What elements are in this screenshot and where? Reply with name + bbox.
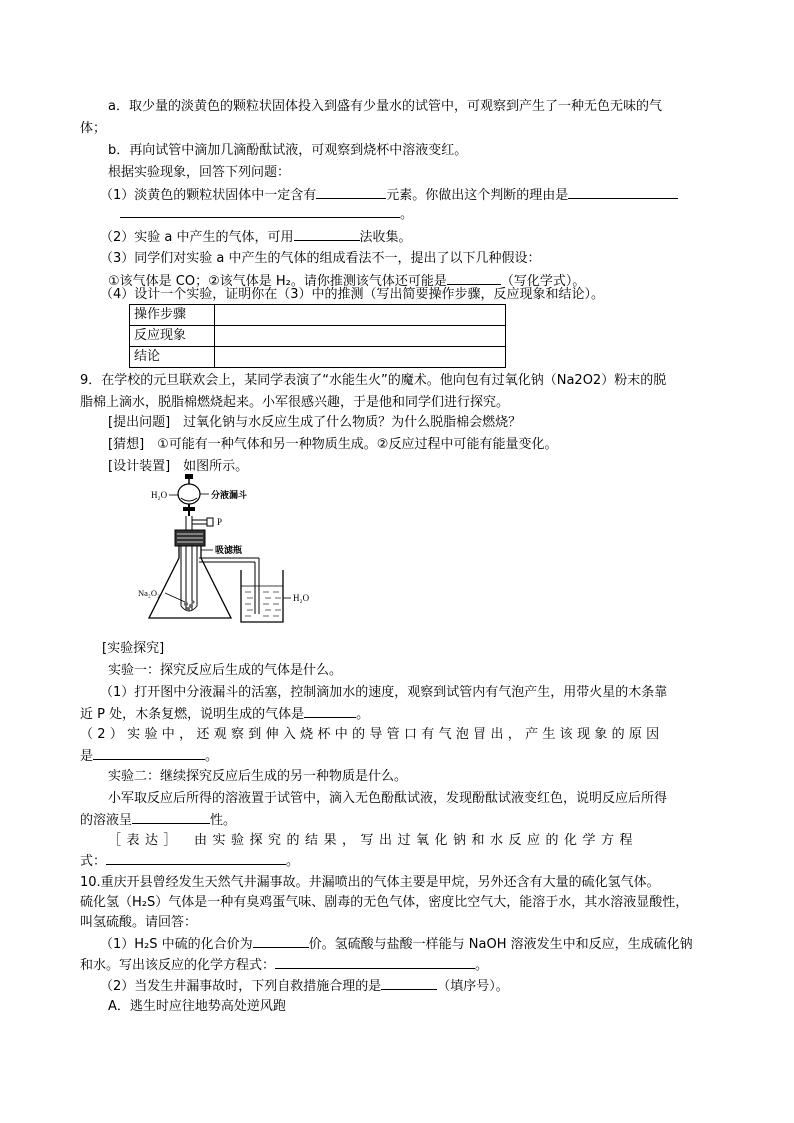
p10-q1c-text-b: 。 [475,958,489,973]
p9-e1-text-b: 。 [356,707,370,722]
p9-e2-text: （2）实验中，还观察到伸入烧杯中的导管口有气泡冒出，产生该现象的原因 [80,727,664,742]
p9-equation-text-a: 式： [80,854,107,869]
label-h2o-top: H₂O [151,490,168,500]
answer-blank[interactable] [253,935,309,948]
label-filter-flask: 吸滤瓶 [215,546,243,556]
p9-design: [设计装置] 如图所示。 [108,459,249,474]
p8-q1-text-b: 元素。你做出这个判断的理由是 [386,188,569,203]
p10-line2: 硫化氢（H₂S）气体是一种有臭鸡蛋气味、剧毒的无色气体，密度比空气大，能溶于水，其水溶液显酸性， [80,895,689,910]
p10-q2-text-a: （2）当发生井漏事故时，下列自救措施合理的是 [100,979,382,994]
p9-e1-text-a: 近 P 处，木条复燃，说明生成的气体是 [80,707,305,722]
answer-blank[interactable] [381,977,437,990]
p8-q3: （3）同学们对实验 a 中产生的气体的组成看法不一，提出了以下几种假设： [100,251,541,266]
label-separatory-funnel: 分液漏斗 [211,491,248,501]
table-label: 操作步骤 [130,305,215,326]
label-h2o-beaker: H₂O [293,593,310,603]
p9-x2-text-a: 的溶液呈 [80,813,133,828]
p9-equation-line [80,852,299,871]
p9-x2-text-b: 性。 [210,813,237,828]
p9-exp1-q2-line1 [80,726,712,744]
p8-q1-text-a: （1）淡黄色的颗粒状固体中一定含有 [100,188,317,203]
table-row [130,305,506,326]
p8-a-line2: 体； [80,121,107,136]
p8-q2-text-b: 法收集。 [359,230,412,245]
answer-blank[interactable] [132,811,210,824]
table-label: 反应现象 [130,326,215,347]
answer-blank[interactable] [120,205,400,218]
p8-q2-text-a: （2）实验 a 中产生的气体，可用 [100,230,294,245]
p10-q1 [100,935,693,954]
apparatus-figure [135,474,335,626]
p9-express [108,832,638,850]
answer-blank[interactable] [294,228,360,241]
p8-b-line: b．再向试管中滴加几滴酚酞试液，可观察到烧杯中溶液变红。 [108,143,468,158]
p10-q2 [100,977,509,996]
p9-line1: 9．在学校的元旦联欢会上，某同学表演了“水能生火”的魔术。他向包有过氧化钠（Na2O2）粉末的脱 [80,373,667,388]
p10-line3: 叫氢硫酸。请回答： [80,915,198,930]
p9-question: [提出问题] 过氧化钠与水反应生成了什么物质？为什么脱脂棉会燃烧？ [108,415,522,430]
p8-q1-cont [120,205,413,224]
p9-e2b-text-a: 是 [80,749,94,764]
p9-e2b-text-b: 。 [205,749,219,764]
p8-q3-text-a: ①该气体是 CO；②该气体是 H₂。请你推测该气体还可能是 [108,274,447,289]
p10-line1: 10.重庆开县曾经发生天然气井漏事故。井漏喷出的气体主要是甲烷，另外还含有大量的硫化氢气体。 [80,875,660,890]
p10-q2-text-b: （填序号）。 [437,979,509,994]
answer-blank[interactable] [447,272,501,285]
table-answer-cell[interactable] [215,326,506,347]
experiment-table [129,304,506,368]
table-answer-cell[interactable] [215,305,506,326]
table-row [130,347,506,368]
answer-blank[interactable] [275,956,475,969]
label-p: P [217,517,223,527]
table-answer-cell[interactable] [215,347,506,368]
p9-exp1-q1-line2 [80,705,369,724]
p9-hypothesis: [猜想] ①可能有一种气体和另一种物质生成。②反应过程中可能有能量变化。 [108,437,558,452]
p9-express-text: ［表达］ 由实验探究的结果，写出过氧化钠和水反应的化学方程 [108,833,639,848]
p8-q4: （4）设计一个实验，证明你在（3）中的推测（写出简要操作步骤，反应现象和结论）。 [100,287,605,302]
p10-q1-text-a: （1）H₂S 中硫的化合价为 [100,937,253,952]
p9-exp1-q1-line1: （1）打开图中分液漏斗的活塞，控制滴加水的速度，观察到试管内有气泡产生，用带火星的木条靠 [100,685,668,700]
p9-line2: 脂棉上滴水，脱脂棉燃烧起来。小军很感兴趣，于是他和同学们进行探究。 [80,395,510,410]
table-row [130,326,506,347]
p8-intro: 根据实验现象，回答下列问题： [108,165,291,180]
p8-q3-text-b: （写化学式）。 [500,274,586,289]
p10-q1c-text-a: 和水。写出该反应的化学方程式： [80,958,276,973]
p10-q1-cont [80,956,488,975]
p8-q1-text-c: 。 [400,207,414,222]
p9-explore: [实验探究] [102,641,165,656]
p8-q1 [100,186,678,205]
p9-exp2-line1: 小军取反应后所得的溶液置于试管中，滴入无色酚酞试液，发现酚酞试液变红色，说明反应后所得 [108,791,668,806]
answer-blank[interactable] [93,747,205,760]
stopcock [183,507,195,511]
p10-option-a: A．逃生时应往地势高处逆风跑 [108,999,286,1014]
p9-exp1: 实验一：探究反应后生成的气体是什么。 [108,663,343,678]
p9-exp2-line2 [80,811,236,830]
answer-blank[interactable] [568,186,678,199]
beaker [241,570,283,622]
p8-q2 [100,228,412,247]
p9-exp1-q2-line2 [80,747,218,766]
p8-a-line1: a．取少量的淡黄色的颗粒状固体投入到盛有少量水的试管中，可观察到产生了一种无色无味的气 [108,99,662,114]
p10-q1-text-b: 价。氢硫酸与盐酸一样能与 NaOH 溶液发生中和反应，生成硫化钠 [308,937,693,952]
answer-blank[interactable] [316,186,386,199]
label-na2o2: Na₂O₂ [138,588,160,598]
answer-blank[interactable] [304,705,356,718]
table-label: 结论 [130,347,215,368]
answer-blank[interactable] [106,852,286,865]
p9-exp2: 实验二：继续探究反应后生成的另一种物质是什么。 [108,769,408,784]
p9-equation-text-b: 。 [286,854,300,869]
